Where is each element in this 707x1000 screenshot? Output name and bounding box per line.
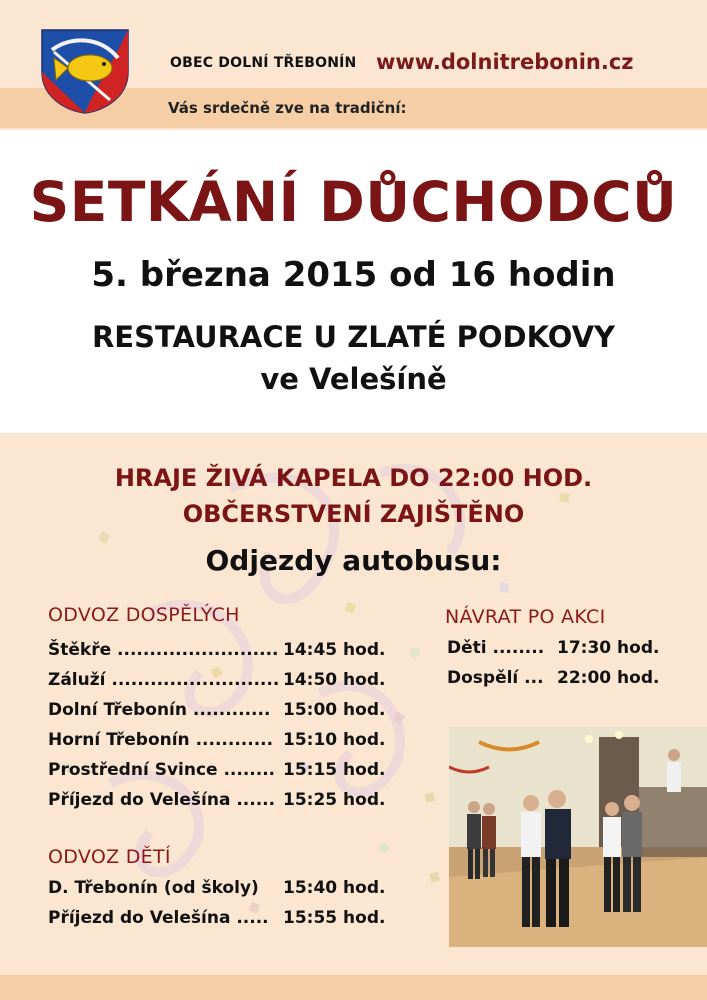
stop-time: 15:15 hod. xyxy=(283,760,386,780)
footer-strip xyxy=(0,975,707,1000)
stop-name: Děti ........ xyxy=(447,638,545,658)
event-title: SETKÁNÍ DŮCHODCŮ xyxy=(29,170,678,234)
stop-time: 17:30 hod. xyxy=(557,638,660,658)
organizer-name: OBEC DOLNÍ TŘEBONÍN xyxy=(170,55,357,71)
municipal-crest-icon xyxy=(40,28,130,114)
stop-time: 14:50 hod. xyxy=(283,670,386,690)
children-heading: ODVOZ DĚTÍ xyxy=(48,846,171,868)
return-heading: NÁVRAT PO AKCI xyxy=(445,606,606,628)
schedule-row xyxy=(48,640,386,660)
stop-time: 15:40 hod. xyxy=(283,878,386,898)
schedule-row xyxy=(48,790,386,810)
stop-name: Dospělí ... xyxy=(447,668,544,688)
bus-departures-title: Odjezdy autobusu: xyxy=(205,544,502,577)
program-refreshments: OBČERSTVENÍ ZAJIŠTĚNO xyxy=(182,500,525,528)
stop-time: 22:00 hod. xyxy=(557,668,660,688)
stop-time: 14:45 hod. xyxy=(283,640,386,660)
program-band: HRAJE ŽIVÁ KAPELA DO 22:00 HOD. xyxy=(114,464,593,492)
adults-heading: ODVOZ DOSPĚLÝCH xyxy=(48,604,240,626)
stop-name: Příjezd do Velešína ..... xyxy=(48,908,269,928)
event-date: 5. března 2015 od 16 hodin xyxy=(91,255,616,295)
invitation-text: Vás srdečně zve na tradiční: xyxy=(168,99,407,117)
stop-name: Horní Třebonín ............ xyxy=(48,730,274,750)
dancing-photo xyxy=(449,727,707,947)
schedule-row xyxy=(48,670,386,690)
schedule-row xyxy=(447,638,660,658)
schedule-row xyxy=(48,878,386,898)
event-venue-town: ve Velešíně xyxy=(260,362,447,396)
stop-name: Záluží .......................... xyxy=(48,670,280,690)
stop-name: Dolní Třebonín ............ xyxy=(48,700,271,720)
stop-name: D. Třebonín (od školy) xyxy=(48,878,259,898)
event-venue: RESTAURACE U ZLATÉ PODKOVY xyxy=(91,320,616,354)
schedule-row xyxy=(48,730,386,750)
stop-time: 15:25 hod. xyxy=(283,790,386,810)
stop-name: Příjezd do Velešína ...... xyxy=(48,790,276,810)
website-link[interactable]: www.dolnitrebonin.cz xyxy=(376,50,634,74)
stop-time: 15:10 hod. xyxy=(283,730,386,750)
schedule-row xyxy=(48,700,386,720)
schedule-row xyxy=(447,668,660,688)
stop-time: 15:00 hod. xyxy=(283,700,386,720)
stop-time: 15:55 hod. xyxy=(283,908,386,928)
schedule-row xyxy=(48,908,386,928)
schedule-row xyxy=(48,760,386,780)
stop-name: Štěkře ......................... xyxy=(48,640,279,660)
stop-name: Prostřední Svince ........ xyxy=(48,760,276,780)
